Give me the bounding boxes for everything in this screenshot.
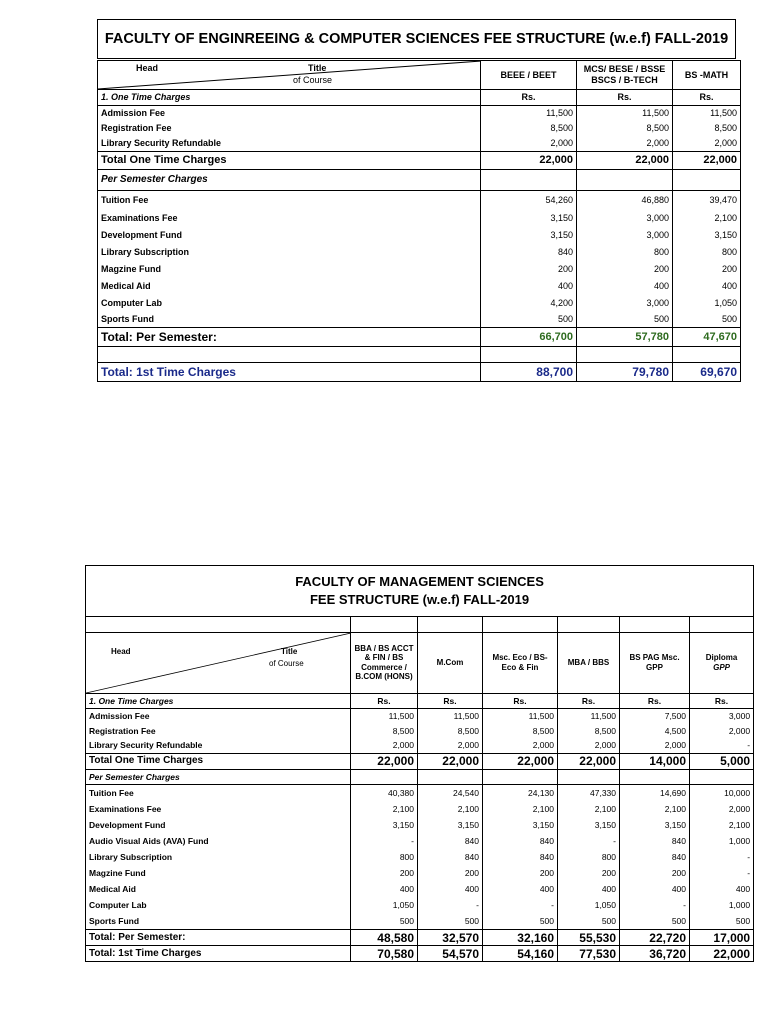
grand-total-row (98, 363, 741, 382)
fee-cell: 800 (577, 244, 673, 261)
section-label: 1. One Time Charges (98, 90, 481, 106)
fee-cell: 800 (351, 849, 418, 865)
of-course-label: of Course (269, 658, 304, 668)
grand-total-cell: 54,570 (418, 946, 483, 962)
table-row (86, 897, 754, 913)
fee-cell: 840 (418, 833, 483, 849)
row-label: Development Fund (98, 227, 481, 244)
row-label: Registration Fee (98, 121, 481, 136)
fee-cell: 40,380 (351, 785, 418, 802)
engineering-fee-table (97, 60, 741, 382)
fee-cell: 8,500 (418, 724, 483, 739)
column-header: BS -MATH (673, 61, 741, 90)
table-row (98, 295, 741, 312)
fee-cell: 3,150 (620, 817, 690, 833)
column-header: Msc. Eco / BS-Eco & Fin (483, 632, 558, 693)
fee-cell: 500 (620, 913, 690, 930)
grand-total-cell: 36,720 (620, 946, 690, 962)
fee-cell: 400 (483, 881, 558, 897)
currency-cell: Rs. (690, 693, 754, 709)
fee-cell: 400 (418, 881, 483, 897)
fee-cell: 840 (418, 849, 483, 865)
table-row (86, 738, 754, 753)
fee-cell: 500 (483, 913, 558, 930)
fee-cell: 8,500 (558, 724, 620, 739)
fee-cell: 400 (673, 278, 741, 295)
fee-cell: 24,540 (418, 785, 483, 802)
total-cell: 22,000 (673, 152, 741, 170)
fee-cell: 840 (620, 849, 690, 865)
fee-cell: 800 (673, 244, 741, 261)
fee-cell: 46,880 (577, 191, 673, 211)
head-label: Head (111, 646, 131, 656)
fee-cell: 3,000 (577, 210, 673, 227)
fee-cell: 500 (673, 312, 741, 328)
fee-cell: 400 (558, 881, 620, 897)
column-header-diploma (690, 632, 754, 693)
empty-cell (481, 170, 577, 191)
row-label: Audio Visual Aids (AVA) Fund (86, 833, 351, 849)
fee-cell: 500 (558, 913, 620, 930)
fee-cell: 2,000 (690, 724, 754, 739)
fee-cell: 39,470 (673, 191, 741, 211)
row-label: Medical Aid (98, 278, 481, 295)
grand-total-cell: 69,670 (673, 363, 741, 382)
fee-cell: - (483, 897, 558, 913)
total-cell: 22,000 (418, 753, 483, 769)
total-cell: 22,720 (620, 930, 690, 946)
table-row (86, 849, 754, 865)
fee-cell: 200 (577, 261, 673, 278)
fee-cell: 3,000 (577, 227, 673, 244)
row-label: Admission Fee (98, 106, 481, 122)
fee-cell: 54,260 (481, 191, 577, 211)
spacer-row (98, 347, 741, 363)
fee-cell: 500 (481, 312, 577, 328)
row-label: Sports Fund (86, 913, 351, 930)
fee-cell: 2,000 (481, 136, 577, 152)
fee-cell: 1,050 (673, 295, 741, 312)
total-cell: 48,580 (351, 930, 418, 946)
row-label: Registration Fee (86, 724, 351, 739)
grand-total-cell: 79,780 (577, 363, 673, 382)
fee-cell: 4,200 (481, 295, 577, 312)
per-semester-rows (86, 785, 754, 930)
fee-cell: 2,000 (673, 136, 741, 152)
fee-cell: 3,000 (690, 709, 754, 724)
row-label: Computer Lab (98, 295, 481, 312)
row-label: Sports Fund (98, 312, 481, 328)
fee-cell: 200 (620, 865, 690, 881)
header-row (98, 61, 741, 90)
currency-row (98, 90, 741, 106)
fee-cell: 500 (690, 913, 754, 930)
row-label: Computer Lab (86, 897, 351, 913)
table-row (86, 785, 754, 802)
fee-cell: 24,130 (483, 785, 558, 802)
fee-cell: 200 (418, 865, 483, 881)
total-cell: 22,000 (558, 753, 620, 769)
diagonal-line (86, 633, 351, 693)
fee-cell: 1,050 (351, 897, 418, 913)
table-row (98, 261, 741, 278)
total-cell: 22,000 (483, 753, 558, 769)
fee-cell: 2,100 (620, 801, 690, 817)
fee-cell: - (351, 833, 418, 849)
fee-cell: 11,500 (418, 709, 483, 724)
fee-cell: 2,000 (690, 801, 754, 817)
fee-cell: 3,150 (558, 817, 620, 833)
grand-total-cell: 77,530 (558, 946, 620, 962)
fee-cell: 8,500 (481, 121, 577, 136)
row-label: Examinations Fee (86, 801, 351, 817)
row-label: Tuition Fee (86, 785, 351, 802)
total-row (98, 328, 741, 347)
grand-total-cell: 54,160 (483, 946, 558, 962)
fee-cell: 2,000 (577, 136, 673, 152)
row-label: Tuition Fee (98, 191, 481, 211)
management-fee-table (85, 565, 754, 962)
total-cell: 32,160 (483, 930, 558, 946)
total-cell: 32,570 (418, 930, 483, 946)
total-cell: 5,000 (690, 753, 754, 769)
fee-cell: 3,150 (673, 227, 741, 244)
row-label: Library Subscription (86, 849, 351, 865)
table-row (86, 865, 754, 881)
total-cell: 22,000 (577, 152, 673, 170)
fee-cell: 840 (483, 849, 558, 865)
management-title (86, 566, 754, 617)
column-header: BS PAG Msc. GPP (620, 632, 690, 693)
table-row (98, 210, 741, 227)
table-row (98, 121, 741, 136)
fee-cell: 2,000 (418, 738, 483, 753)
currency-cell: Rs. (483, 693, 558, 709)
table-row (86, 724, 754, 739)
row-label: Total: 1st Time Charges (98, 363, 481, 382)
currency-cell: Rs. (481, 90, 577, 106)
fee-cell: 200 (351, 865, 418, 881)
head-title-cell (98, 61, 481, 90)
fee-cell: 8,500 (577, 121, 673, 136)
fee-cell: - (418, 897, 483, 913)
fee-cell: 8,500 (673, 121, 741, 136)
fee-cell: 8,500 (483, 724, 558, 739)
table-row (98, 244, 741, 261)
table-row (86, 801, 754, 817)
fee-cell: - (690, 849, 754, 865)
fee-cell: 2,000 (620, 738, 690, 753)
row-label: Total One Time Charges (98, 152, 481, 170)
fee-cell: 7,500 (620, 709, 690, 724)
table-row (98, 191, 741, 211)
row-label: Magzine Fund (98, 261, 481, 278)
fee-cell: 2,100 (673, 210, 741, 227)
grand-total-cell: 70,580 (351, 946, 418, 962)
fee-cell: 11,500 (577, 106, 673, 122)
fee-cell: - (620, 897, 690, 913)
row-label: Total: Per Semester: (98, 328, 481, 347)
total-cell: 14,000 (620, 753, 690, 769)
fee-cell: - (558, 833, 620, 849)
total-row (98, 152, 741, 170)
section-row (98, 170, 741, 191)
row-label: Library Security Refundable (98, 136, 481, 152)
empty-cell (673, 170, 741, 191)
row-label: Admission Fee (86, 709, 351, 724)
fee-cell: 200 (558, 865, 620, 881)
currency-cell: Rs. (418, 693, 483, 709)
fee-cell: 400 (481, 278, 577, 295)
fee-cell: 11,500 (558, 709, 620, 724)
title-line-1: FACULTY OF MANAGEMENT SCIENCES (295, 574, 544, 590)
fee-cell: 400 (351, 881, 418, 897)
table-row (86, 817, 754, 833)
fee-cell: 500 (577, 312, 673, 328)
title-line-2: FEE STRUCTURE (w.e.f) FALL-2019 (309, 592, 530, 607)
total-cell: 22,000 (351, 753, 418, 769)
fee-cell: 840 (481, 244, 577, 261)
fee-cell: 800 (558, 849, 620, 865)
fee-cell: 1,000 (690, 833, 754, 849)
total-row (86, 930, 754, 946)
fee-cell: 2,100 (418, 801, 483, 817)
column-header: BBA / BS ACCT & FIN / BS Commerce / B.COM (HONS) (351, 632, 418, 693)
grand-total-row (86, 946, 754, 962)
fee-cell: 1,000 (690, 897, 754, 913)
empty-cell (577, 170, 673, 191)
fee-cell: 3,000 (577, 295, 673, 312)
fee-cell: 200 (481, 261, 577, 278)
head-title-cell (86, 632, 351, 693)
total-cell: 55,530 (558, 930, 620, 946)
fee-cell: 2,000 (483, 738, 558, 753)
fee-cell: 2,000 (351, 738, 418, 753)
row-label: Total: Per Semester: (86, 930, 351, 946)
fee-cell: 2,100 (690, 817, 754, 833)
fee-cell: 11,500 (483, 709, 558, 724)
table-row (98, 227, 741, 244)
currency-cell: Rs. (577, 90, 673, 106)
table-row (98, 136, 741, 152)
fee-cell: 2,100 (351, 801, 418, 817)
of-course-label: of Course (293, 75, 333, 85)
column-header: MCS/ BESE / BSSE BSCS / B-TECH (577, 61, 673, 90)
table-row (86, 881, 754, 897)
currency-cell: Rs. (673, 90, 741, 106)
total-cell: 17,000 (690, 930, 754, 946)
section-label: Per Semester Charges (86, 769, 351, 785)
fee-cell: 3,150 (483, 817, 558, 833)
header-row (86, 632, 754, 693)
grand-total-cell: 88,700 (481, 363, 577, 382)
fee-cell: 10,000 (690, 785, 754, 802)
row-label: Magzine Fund (86, 865, 351, 881)
table-row (86, 913, 754, 930)
table-row (86, 833, 754, 849)
currency-row (86, 693, 754, 709)
currency-cell: Rs. (620, 693, 690, 709)
fee-cell: 14,690 (620, 785, 690, 802)
column-header: Diploma (705, 653, 738, 663)
total-cell: 47,670 (673, 328, 741, 347)
fee-cell: 8,500 (351, 724, 418, 739)
fee-cell: 2,000 (558, 738, 620, 753)
fee-cell: 47,330 (558, 785, 620, 802)
currency-cell: Rs. (351, 693, 418, 709)
fee-cell: 840 (620, 833, 690, 849)
row-label: Development Fund (86, 817, 351, 833)
fee-cell: - (690, 738, 754, 753)
fee-cell: 500 (418, 913, 483, 930)
row-label: Medical Aid (86, 881, 351, 897)
fee-cell: 11,500 (481, 106, 577, 122)
one-time-rows (86, 709, 754, 754)
fee-cell: 2,100 (558, 801, 620, 817)
row-label: Examinations Fee (98, 210, 481, 227)
fee-cell: 1,050 (558, 897, 620, 913)
section-label: 1. One Time Charges (86, 693, 351, 709)
fee-cell: 3,150 (418, 817, 483, 833)
fee-cell: 3,150 (481, 210, 577, 227)
row-label: Total: 1st Time Charges (86, 946, 351, 962)
row-label: Library Security Refundable (86, 738, 351, 753)
total-cell: 57,780 (577, 328, 673, 347)
total-row (86, 753, 754, 769)
row-label: Total One Time Charges (86, 753, 351, 769)
title-label: Title (281, 646, 298, 656)
fee-cell: 400 (577, 278, 673, 295)
total-cell: 66,700 (481, 328, 577, 347)
fee-cell: - (690, 865, 754, 881)
table-row (98, 278, 741, 295)
fee-cell: 2,100 (483, 801, 558, 817)
fee-cell: 500 (351, 913, 418, 930)
table-row (98, 106, 741, 122)
table-row (98, 312, 741, 328)
column-header: BEEE / BEET (481, 61, 577, 90)
title-row (86, 566, 754, 617)
head-label: Head (136, 63, 159, 73)
section-label: Per Semester Charges (98, 170, 481, 191)
total-cell: 22,000 (481, 152, 577, 170)
table-row (86, 709, 754, 724)
fee-cell: 400 (620, 881, 690, 897)
section-row (86, 769, 754, 785)
fee-cell: 200 (673, 261, 741, 278)
column-header: M.Com (418, 632, 483, 693)
column-subheader: GPP (713, 662, 730, 672)
spacer-row (86, 617, 754, 633)
grand-total-cell: 22,000 (690, 946, 754, 962)
engineering-title: FACULTY OF ENGINREEING & COMPUTER SCIENCES FEE STRUCTURE (w.e.f) FALL-2019 (97, 19, 736, 59)
fee-cell: 200 (483, 865, 558, 881)
currency-cell: Rs. (558, 693, 620, 709)
fee-cell: 11,500 (351, 709, 418, 724)
fee-cell: 11,500 (673, 106, 741, 122)
fee-cell: 840 (483, 833, 558, 849)
fee-cell: 3,150 (481, 227, 577, 244)
fee-cell: 3,150 (351, 817, 418, 833)
row-label: Library Subscription (98, 244, 481, 261)
title-label: Title (308, 63, 327, 73)
column-header: MBA / BBS (558, 632, 620, 693)
fee-cell: 4,500 (620, 724, 690, 739)
fee-cell: 400 (690, 881, 754, 897)
